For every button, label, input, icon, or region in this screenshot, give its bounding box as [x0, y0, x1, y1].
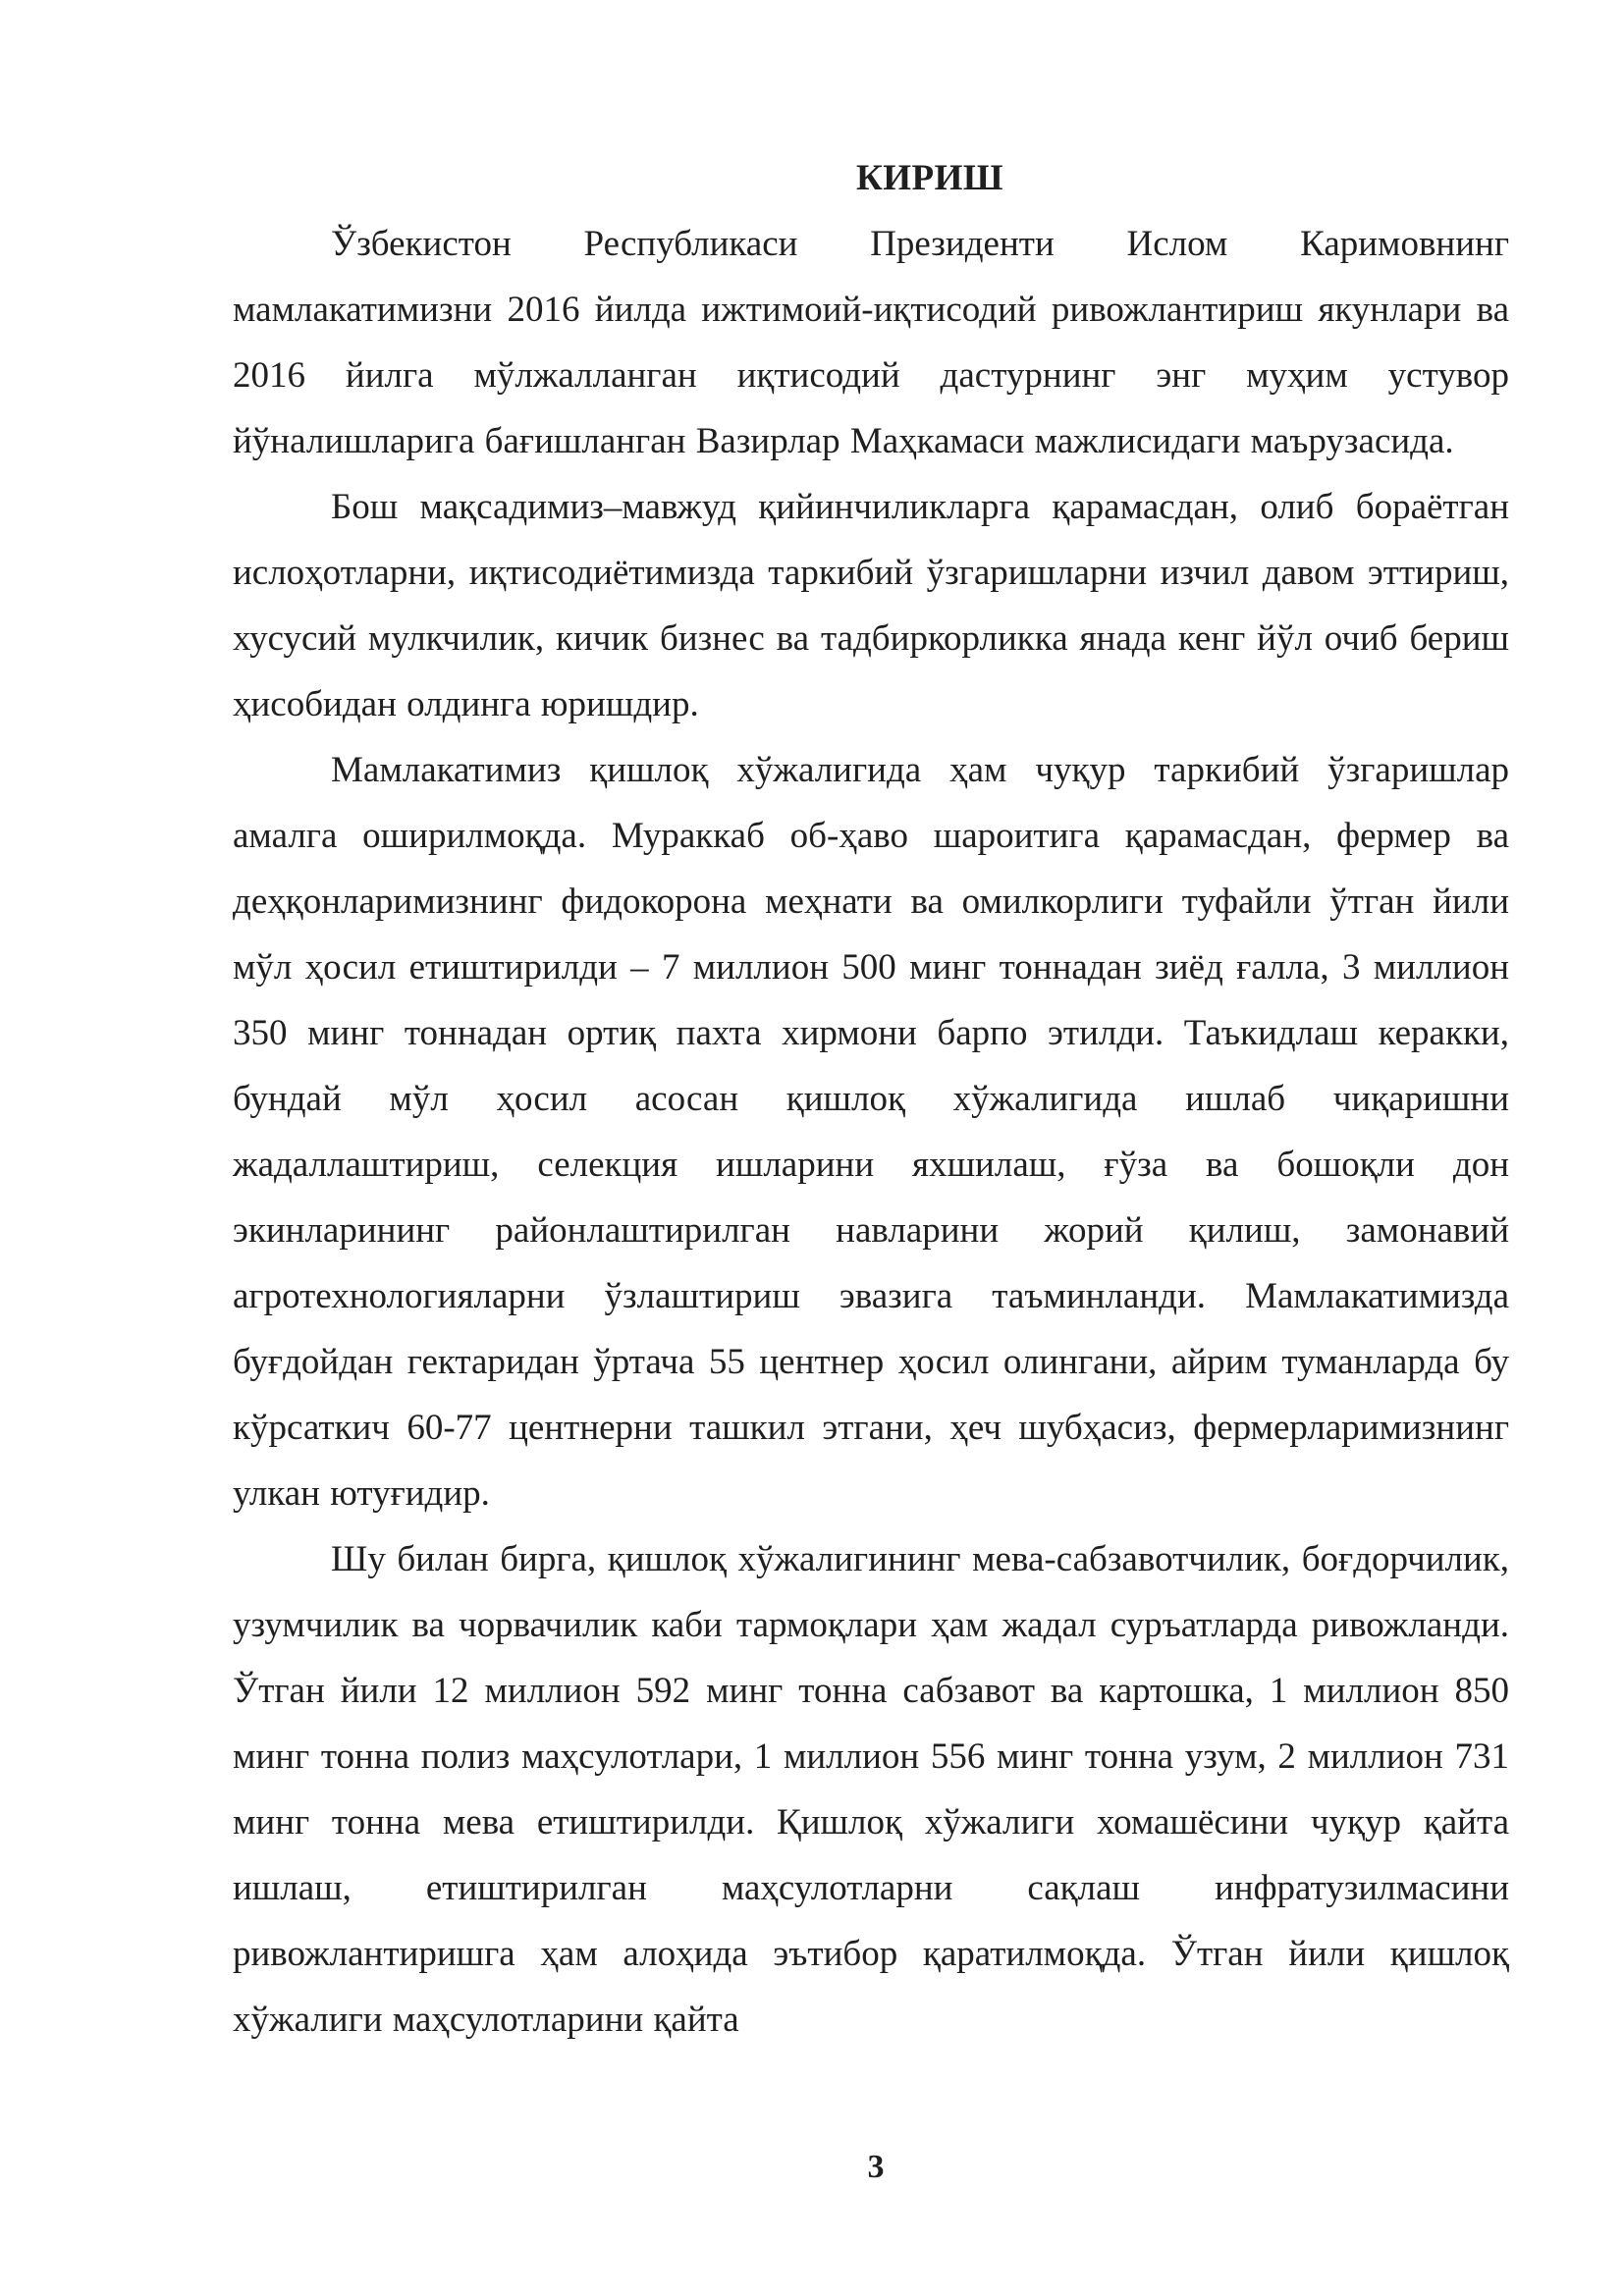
paragraph-1: Ўзбекистон Республикаси Президенти Ислом Каримовнинг мамлакатимизни 2016 йилда ижтимоий-иқтисодий ривожлантириш якунлари ва 2016 йилга мўлжалланган иқтисодий дастурнинг энг муҳим устувор йўналишларига бағишланган Вазирлар Маҳкамаси мажлисидаги маърузасида. [233, 224, 1509, 461]
section-title: КИРИШ [855, 158, 1004, 198]
page-number: 3 [867, 2149, 885, 2185]
page-content [233, 145, 1509, 2053]
paragraph-4: Шу билан бирга, қишлоқ хўжалигининг мева-сабзавотчилик, боғдорчилик, узумчилик ва чорвачилик каби тармоқлари ҳам жадал суръатларда ривожланди. Ўтган йили 12 миллион 592 минг тонна сабзавот ва картошка, 1 миллион 850 минг тонна полиз маҳсулотлари, 1 миллион 556 минг тонна узум, 2 миллион 731 минг тонна мева етиштирилди. Қишлоқ хўжалиги хомашёсини чуқур қайта ишлаш, етиштирилган маҳсулотларни сақлаш инфратузилмасини ривожлантиришга ҳам алоҳида эътибор қаратилмоқда. Ўтган йили қишлоқ хўжалиги маҳсулотларини қайта [233, 1539, 1509, 2040]
paragraph-2: Бош мақсадимиз–мавжуд қийинчиликларга қарамасдан, олиб бораётган ислоҳотларни, иқтисодиётимизда таркибий ўзгаришларни изчил давом эттириш, хусусий мулкчилик, кичик бизнес ва тадбиркорликка янада кенг йўл очиб бериш ҳисобидан олдинга юришдир. [233, 487, 1509, 724]
paragraph-3: Мамлакатимиз қишлоқ хўжалигида ҳам чуқур таркибий ўзгаришлар амалга оширилмоқда. Мураккаб об-ҳаво шароитига қарамасдан, фермер ва деҳқонларимизнинг фидокорона меҳнати ва омилкорлиги туфайли ўтган йили мўл ҳосил етиштирилди – 7 миллион 500 минг тоннадан зиёд ғалла, 3 миллион 350 минг тоннадан ортиқ пахта хирмони барпо этилди. Таъкидлаш керакки, бундай мўл ҳосил асосан қишлоқ хўжалигида ишлаб чиқаришни жадаллаштириш, селекция ишларини яхшилаш, ғўза ва бошоқли дон экинларининг районлаштирилган навларини жорий қилиш, замонавий агротехнологияларни ўзлаштириш эвазига таъминланди. Мамлакатимизда буғдойдан гектаридан ўртача 55 центнер ҳосил олингани, айрим туманларда бу кўрсаткич 60-77 центнерни ташкил этгани, ҳеч шубҳасиз, фермерларимизнинг улкан ютуғидир. [233, 750, 1509, 1514]
